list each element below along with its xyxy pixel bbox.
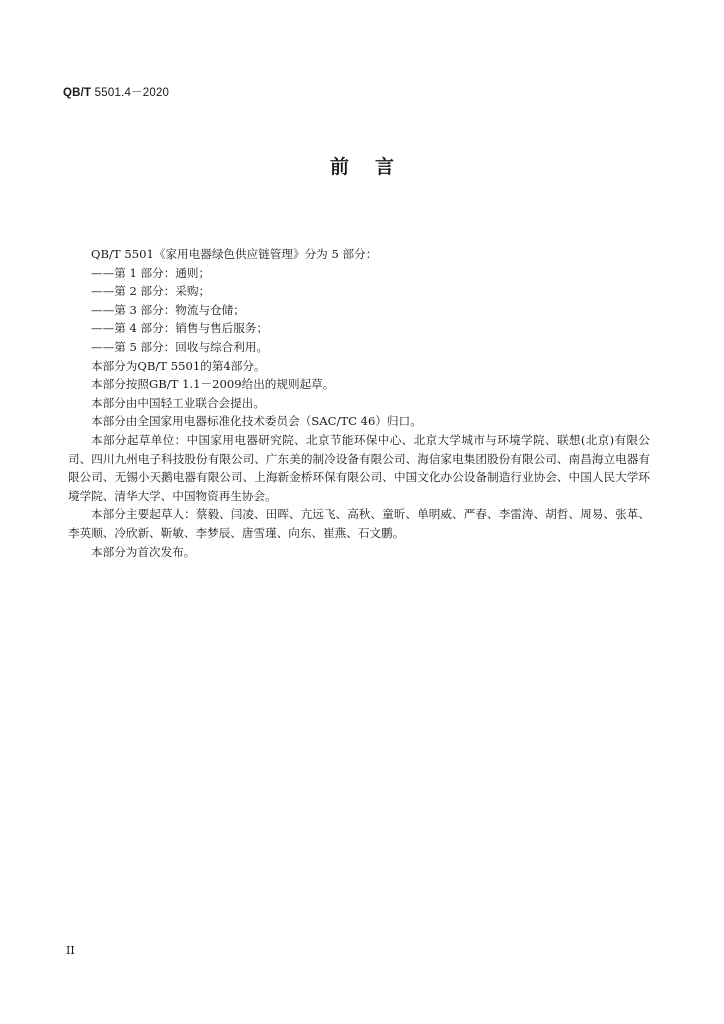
paragraph-drafting-units: 本部分起草单位：中国家用电器研究院、北京节能环保中心、北京大学城市与环境学院、联想(北京)有限公司、四川九州电子科技股份有限公司、广东美的制冷设备有限公司、海信家电集团股份有限公司、南昌海立电器有限公司、无锡小天鹅电器有限公司、上海新金桥环保有限公司、中国文化办公设备制造行业协会、中国人民大学环境学院、清华大学、中国物资再生协会。 <box>68 432 650 503</box>
paragraph-drafting-rules: 本部分按照GB/T 1.1－2009给出的规则起草。 <box>91 377 335 392</box>
list-item-part-1: ——第 1 部分：通则； <box>91 265 211 280</box>
standard-code-prefix: QB/T <box>63 87 92 99</box>
page-title: 前言 <box>329 156 420 178</box>
paragraph-under-jurisdiction: 本部分由全国家用电器标准化技术委员会（SAC/TC 46）归口。 <box>91 414 422 429</box>
paragraph-first-release: 本部分为首次发布。 <box>91 544 196 559</box>
standard-code <box>63 84 169 100</box>
list-item-part-3: ——第 3 部分：物流与仓储； <box>91 302 245 317</box>
foreword-body <box>68 245 650 561</box>
paragraph-intro: QB/T 5501《家用电器绿色供应链管理》分为 5 部分： <box>91 247 378 261</box>
page-number: II <box>66 944 75 957</box>
list-item-part-2: ——第 2 部分：采购； <box>91 284 211 299</box>
list-item-part-5: ——第 5 部分：回收与综合利用。 <box>91 339 269 354</box>
paragraph-drafters: 本部分主要起草人：蔡毅、闫凌、田晖、亢远飞、高秋、童昕、单明威、严春、李雷涛、胡哲、周易、张革、李英顺、冷欣新、靳敏、李梦辰、唐雪瑾、向东、崔燕、石文鹏。 <box>68 507 650 540</box>
standard-code-number: 5501.4－2020 <box>91 87 170 99</box>
paragraph-proposed-by: 本部分由中国轻工业联合会提出。 <box>91 395 265 410</box>
list-item-part-4: ——第 4 部分：销售与售后服务； <box>91 321 269 336</box>
paragraph-this-part: 本部分为QB/T 5501的第4部分。 <box>91 358 266 373</box>
